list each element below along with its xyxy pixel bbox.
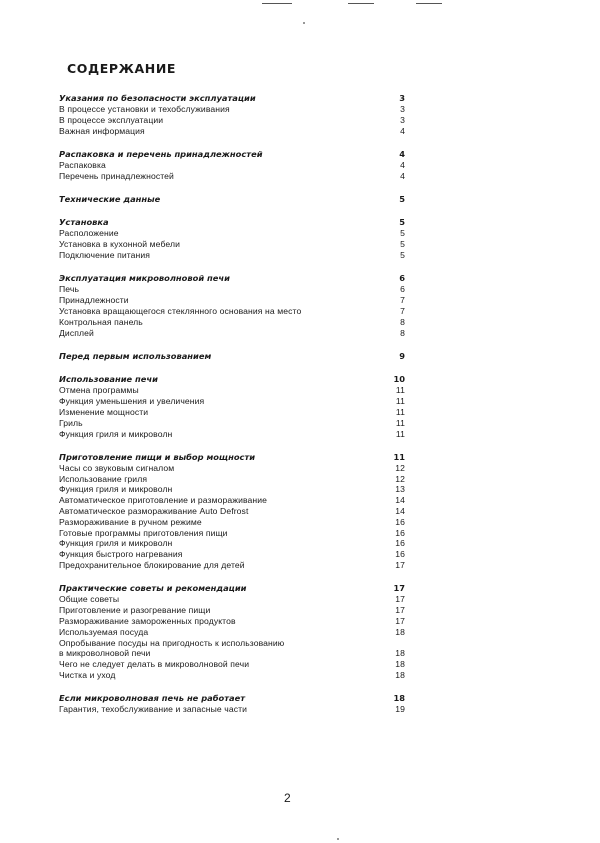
toc-entry[interactable] (59, 704, 405, 715)
scan-artifact-dot (303, 22, 305, 24)
toc-entry-page: 11 (395, 428, 405, 439)
toc-entry[interactable] (59, 104, 405, 115)
toc-heading-page: 17 (393, 583, 405, 594)
toc-entry-page: 3 (400, 114, 405, 125)
toc-entry-text: Отмена программы (59, 385, 139, 396)
toc-entry[interactable] (59, 239, 405, 250)
toc-entry-text: Общие советы (59, 594, 120, 605)
toc-section (59, 582, 405, 680)
toc-entry[interactable] (59, 328, 405, 339)
toc-entry-text: В процессе эксплуатации (59, 114, 164, 125)
toc-entry-text: в микроволновой печи (59, 648, 151, 659)
toc-entry-page: 4 (400, 125, 405, 136)
toc-entry[interactable] (59, 126, 405, 137)
toc-heading-page: 5 (399, 193, 405, 204)
toc-entry-page: 17 (395, 605, 405, 616)
toc-heading-page: 10 (393, 374, 405, 385)
toc-entry[interactable] (59, 306, 405, 317)
toc-section-heading[interactable] (59, 193, 405, 205)
toc-entry-text: Принадлежности (59, 295, 129, 306)
toc-entry-page: 5 (400, 250, 405, 261)
toc-entry[interactable] (59, 474, 405, 485)
table-of-contents (59, 92, 405, 726)
toc-entry-text: Размораживание в ручном режиме (59, 516, 202, 527)
toc-section (59, 148, 405, 182)
toc-entry[interactable] (59, 429, 405, 440)
toc-entry[interactable] (59, 670, 405, 681)
toc-heading-page: 6 (399, 273, 405, 284)
toc-entry-text: Размораживание замороженных продуктов (59, 615, 236, 626)
toc-section (59, 451, 405, 571)
toc-section-heading[interactable] (59, 582, 405, 594)
toc-entry[interactable] (59, 549, 405, 560)
toc-entry[interactable] (59, 659, 405, 670)
toc-entry-text: Расположение (59, 228, 119, 239)
toc-entry[interactable] (59, 627, 405, 638)
toc-heading-text: Эксплуатация микроволновой печи (59, 273, 230, 284)
toc-entry-text: В процессе установки и техобслуживания (59, 104, 230, 114)
toc-entry-text: Важная информация (59, 125, 145, 136)
toc-entry-text: Функция гриля и микроволн (59, 538, 173, 549)
toc-entry[interactable] (59, 495, 405, 506)
toc-entry-page: 12 (395, 473, 405, 484)
toc-section (59, 373, 405, 439)
toc-entry-page: 19 (395, 704, 405, 715)
toc-heading-text: Приготовление пищи и выбор мощности (59, 451, 256, 462)
toc-entry[interactable] (59, 385, 405, 396)
toc-entry[interactable] (59, 284, 405, 295)
toc-heading-text: Указания по безопасности эксплуатации (59, 93, 256, 103)
toc-heading-page: 11 (393, 451, 405, 462)
toc-entry-text: Часы со звуковым сигналом (59, 462, 175, 473)
toc-entry[interactable] (59, 407, 405, 418)
toc-section-heading[interactable] (59, 692, 405, 704)
toc-entry-text: Использование гриля (59, 473, 148, 484)
toc-section-heading[interactable] (59, 148, 405, 160)
scan-artifact-line (416, 3, 442, 4)
toc-entry-text: Установка вращающегося стеклянного основания на место (59, 305, 302, 316)
toc-entry-page: 17 (395, 560, 405, 571)
toc-entry-page: 6 (400, 284, 405, 295)
toc-heading-text: Технические данные (59, 193, 161, 204)
toc-entry-text: Функция уменьшения и увеличения (59, 396, 205, 407)
toc-entry-page: 5 (400, 228, 405, 239)
toc-heading-page: 4 (399, 148, 405, 159)
scan-artifact-dot (337, 838, 339, 840)
toc-entry-page: 4 (400, 170, 405, 181)
toc-entry[interactable] (59, 418, 405, 429)
toc-entry[interactable] (59, 616, 405, 627)
toc-entry[interactable] (59, 517, 405, 528)
toc-section (59, 692, 405, 715)
toc-entry-page: 11 (395, 396, 405, 407)
toc-entry-text: Подключение питания (59, 250, 151, 261)
toc-entry-text: Распаковка (59, 159, 106, 170)
toc-entry[interactable] (59, 171, 405, 182)
page-title: СОДЕРЖАНИЕ (67, 61, 177, 76)
toc-entry-text: Чистка и уход (59, 669, 116, 680)
toc-entry-page: 8 (400, 327, 405, 338)
toc-heading-page: 9 (399, 350, 405, 361)
toc-heading-text: Практические советы и рекомендации (59, 583, 247, 594)
toc-entry-page: 12 (395, 462, 405, 473)
toc-section (59, 350, 405, 362)
toc-section-heading[interactable] (59, 350, 405, 362)
toc-entry-page: 16 (395, 516, 405, 527)
toc-section-heading[interactable] (59, 272, 405, 284)
toc-heading-text: Установка (59, 217, 109, 228)
toc-entry-page: 16 (395, 538, 405, 549)
scan-artifact-line (262, 3, 292, 4)
toc-entry-text: Перечень принадлежностей (59, 170, 174, 181)
toc-entry-page: 13 (395, 484, 405, 495)
toc-entry-text: Автоматическое приготовление и размораживание (59, 495, 268, 506)
toc-entry-page: 18 (395, 626, 405, 637)
toc-entry[interactable] (59, 250, 405, 261)
toc-entry-page: 14 (395, 495, 405, 506)
toc-section-heading[interactable] (59, 451, 405, 463)
toc-entry[interactable] (59, 115, 405, 126)
toc-entry-page: 3 (400, 104, 405, 114)
toc-entry[interactable] (59, 648, 405, 659)
toc-entry[interactable] (59, 560, 405, 571)
toc-section (59, 272, 405, 338)
toc-section (59, 216, 405, 260)
toc-entry-page: 16 (395, 549, 405, 560)
toc-entry-text: Предохранительное блокирование для детей (59, 560, 245, 571)
scan-artifact-line (348, 3, 374, 4)
toc-heading-text: Распаковка и перечень принадлежностей (59, 148, 263, 159)
toc-entry-page: 5 (400, 239, 405, 250)
toc-entry-page: 11 (395, 385, 405, 396)
page-number: 2 (284, 791, 291, 805)
toc-entry-page: 17 (395, 594, 405, 605)
toc-entry-page: 7 (400, 305, 405, 316)
toc-section (59, 193, 405, 205)
toc-entry[interactable] (59, 528, 405, 539)
toc-entry[interactable] (59, 463, 405, 474)
toc-entry[interactable] (59, 638, 405, 649)
toc-entry-text: Контрольная панель (59, 316, 143, 327)
toc-section-heading[interactable] (59, 92, 405, 104)
toc-heading-text: Использование печи (59, 374, 158, 385)
toc-entry-page: 7 (400, 295, 405, 306)
toc-entry-page: 11 (395, 417, 405, 428)
toc-entry-text: Приготовление и разогревание пищи (59, 605, 211, 616)
toc-entry-page: 8 (400, 316, 405, 327)
toc-entry-page: 14 (395, 506, 405, 517)
toc-heading-text: Перед первым использованием (59, 350, 212, 361)
toc-entry-text: Изменение мощности (59, 406, 149, 417)
toc-entry-text: Функция быстрого нагревания (59, 549, 183, 560)
toc-heading-page: 5 (399, 217, 405, 228)
toc-entry[interactable] (59, 484, 405, 495)
toc-entry-text: Готовые программы приготовления пищи (59, 527, 228, 538)
toc-entry-page: 16 (395, 527, 405, 538)
toc-entry-text: Печь (59, 284, 80, 295)
toc-heading-page: 18 (393, 693, 405, 704)
toc-entry-text: Гриль (59, 417, 83, 428)
toc-entry-page: 11 (395, 406, 405, 417)
toc-entry-text: Дисплей (59, 327, 94, 338)
toc-entry[interactable] (59, 228, 405, 239)
toc-entry-text: Чего не следует делать в микроволновой печи (59, 659, 250, 670)
toc-entry-text: Опробывание посуды на пригодность к использованию (59, 637, 285, 648)
toc-entry-page: 17 (395, 615, 405, 626)
toc-entry[interactable] (59, 538, 405, 549)
toc-heading-page: 3 (399, 93, 405, 103)
toc-entry-text: Гарантия, техобслуживание и запасные части (59, 704, 248, 715)
toc-section (59, 92, 405, 136)
toc-entry-text: Автоматическое размораживание Auto Defrost (59, 506, 249, 517)
toc-entry[interactable] (59, 396, 405, 407)
toc-entry-text: Функция гриля и микроволн (59, 428, 173, 439)
toc-entry[interactable] (59, 594, 405, 605)
toc-entry[interactable] (59, 605, 405, 616)
toc-entry[interactable] (59, 506, 405, 517)
toc-entry[interactable] (59, 317, 405, 328)
toc-section-heading[interactable] (59, 373, 405, 385)
toc-entry[interactable] (59, 295, 405, 306)
toc-section-heading[interactable] (59, 216, 405, 228)
toc-heading-text: Если микроволновая печь не работает (59, 693, 246, 704)
toc-entry[interactable] (59, 160, 405, 171)
toc-entry-page: 18 (395, 669, 405, 680)
toc-entry-text: Функция гриля и микроволн (59, 484, 173, 495)
toc-entry-page: 4 (400, 159, 405, 170)
toc-entry-page: 18 (395, 648, 405, 659)
toc-entry-text: Установка в кухонной мебели (59, 239, 180, 250)
toc-entry-page: 18 (395, 659, 405, 670)
toc-entry-text: Используемая посуда (59, 626, 149, 637)
